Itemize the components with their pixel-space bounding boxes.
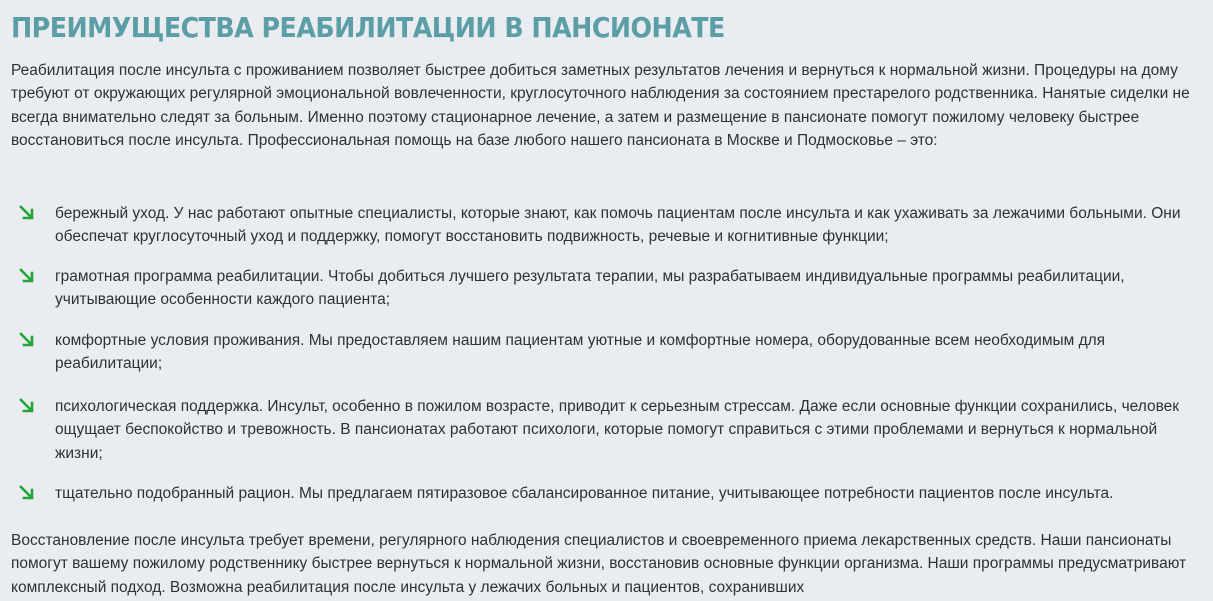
benefit-item-diet [18, 482, 1193, 505]
benefit-item-psychology [18, 395, 1193, 465]
benefit-item-program [18, 265, 1193, 312]
benefit-text: комфортные условия проживания. Мы предоставляем нашим пациентам уютные и комфортные номера, оборудованные всем необходимым для реабилитации; [55, 332, 1106, 373]
benefit-item-care [18, 202, 1193, 249]
benefit-text: психологическая поддержка. Инсульт, особенно в пожилом возрасте, приводит к серьезным стрессам. Даже если основные функции сохранились, человек ощущает беспокойство и тревожность. В пансионатах работают психологи, которые помогут справиться с этими проблемами и вернуться к нормальной жизни; [55, 398, 1180, 462]
benefit-text: грамотная программа реабилитации. Чтобы добиться лучшего результата терапии, мы разрабатываем индивидуальные программы реабилитации, учитывающие особенности каждого пациента; [55, 268, 1125, 309]
page-title: ПРЕИМУЩЕСТВА РЕАБИЛИТАЦИИ В ПАНСИОНАТЕ [11, 11, 725, 44]
benefit-text: тщательно подобранный рацион. Мы предлагаем пятиразовое сбалансированное питание, учитывающее потребности пациентов после инсульта. [55, 485, 1114, 502]
arrow-down-right-icon [18, 267, 36, 285]
arrow-down-right-icon [18, 484, 36, 502]
benefit-item-conditions [18, 329, 1193, 376]
outro-paragraph: Восстановление после инсульта требует времени, регулярного наблюдения специалистов и своевременного приема лекарственных средств. Наши пансионаты помогут вашему пожилому родственнику быстрее вернуться к нормальной жизни, восстановив основные функции организма. Наши программы предусматривают комплексный подход. Возможна реабилитация после инсульта у лежачих больных и пациентов, сохранивших [11, 532, 1187, 596]
arrow-down-right-icon [18, 397, 36, 415]
benefit-text: бережный уход. У нас работают опытные специалисты, которые знают, как помочь пациентам после инсульта и как ухаживать за лежачими больными. Они обеспечат круглосуточный уход и поддержку, помогут восстановить подвижность, речевые и когнитивные функции; [55, 205, 1181, 246]
intro-paragraph: Реабилитация после инсульта с проживанием позволяет быстрее добиться заметных результатов лечения и вернуться к нормальной жизни. Процедуры на дому требуют от окружающих регулярной эмоциональной вовлеченности, круглосуточного наблюдения за состоянием престарелого родственника. Нанятые сиделки не всегда внимательно следят за больным. Именно поэтому стационарное лечение, а затем и размещение в пансионате помогут пожилому человеку быстрее восстановиться после инсульта. Профессиональная помощь на базе любого нашего пансионата в Москве и Подмосковье – это: [11, 62, 1190, 150]
arrow-down-right-icon [18, 331, 36, 349]
arrow-down-right-icon [18, 204, 36, 222]
